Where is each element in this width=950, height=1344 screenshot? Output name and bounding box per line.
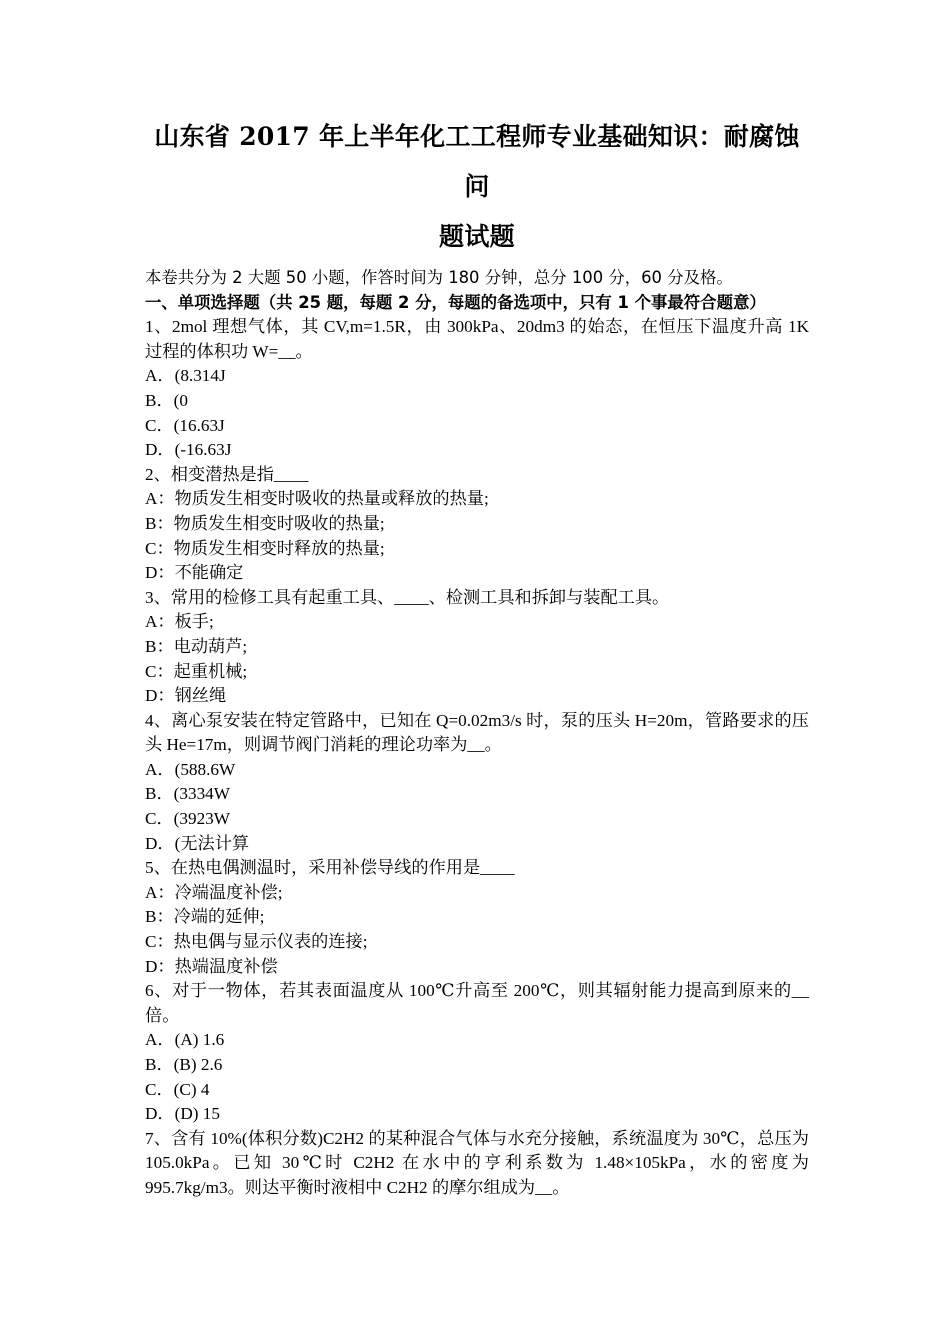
option-a: A．(588.6W	[145, 759, 236, 779]
option-d: D：不能确定	[145, 563, 244, 583]
option-c: C：热电偶与显示仪表的连接;	[145, 932, 368, 952]
document-page	[145, 112, 809, 1201]
question-7	[145, 1127, 809, 1201]
option-b: B．(3334W	[145, 784, 230, 804]
option-d: D：热端温度补偿	[145, 956, 278, 976]
question-text: 2、相变潜热是指____	[145, 464, 309, 484]
option-b: B．(B) 2.6	[145, 1055, 223, 1074]
question-4	[145, 709, 809, 857]
title-line-2: 题试题	[439, 222, 515, 251]
section-heading: 一、单项选择题（共 25 题，每题 2 分，每题的备选项中，只有 1 个事最符合题意）	[145, 292, 766, 312]
option-d: D．(-16.63J	[145, 440, 232, 460]
question-3	[145, 586, 809, 709]
option-c: C．(3923W	[145, 809, 230, 829]
question-text: 3、常用的检修工具有起重工具、____、检测工具和拆卸与装配工具。	[145, 587, 670, 607]
option-d: D．(D) 15	[145, 1104, 220, 1124]
question-text: 1、2mol 理想气体，其 CV,m=1.5R，由 300kPa、20dm3 的始态，在恒压下温度升高 1K 过程的体积功 W=__。	[145, 317, 809, 361]
question-text: 6、对于一物体，若其表面温度从 100℃升高至 200℃，则其辐射能力提高到原来的__倍。	[145, 981, 809, 1025]
question-5	[145, 856, 809, 979]
title-line-1: 山东省 2017 年上半年化工工程师专业基础知识：耐腐蚀问	[154, 122, 800, 201]
option-d: D：钢丝绳	[145, 686, 227, 706]
question-1	[145, 315, 809, 463]
option-b: B：物质发生相变时吸收的热量;	[145, 513, 385, 533]
document-title	[145, 112, 809, 262]
option-c: C：起重机械;	[145, 661, 248, 681]
option-a: A．(A) 1.6	[145, 1030, 225, 1050]
question-text: 4、离心泵安装在特定管路中，已知在 Q=0.02m3/s 时，泵的压头 H=20m，管路要求的压头 He=17m，则调节阀门消耗的理论功率为__。	[145, 710, 809, 755]
option-a: A．(8.314J	[145, 366, 226, 386]
option-c: C．(16.63J	[145, 415, 225, 435]
question-text: 7、含有 10%(体积分数)C2H2 的某种混合气体与水充分接触，系统温度为 30℃，总压为 105.0kPa。已知 30℃时 C2H2 在水中的亨利系数为 1.48×105kPa，水的密度为 995.7kg/m3。则达平衡时液相中 C2H2 的摩尔组成为__。	[145, 1128, 809, 1197]
option-b: B．(0	[145, 390, 188, 410]
option-d: D．(无法计算	[145, 833, 250, 853]
option-a: A：物质发生相变时吸收的热量或释放的热量;	[145, 489, 489, 509]
question-text: 5、在热电偶测温时，采用补偿导线的作用是____	[145, 858, 515, 878]
option-a: A：冷端温度补偿;	[145, 882, 283, 902]
exam-intro: 本卷共分为 2 大题 50 小题，作答时间为 180 分钟，总分 100 分，60 分及格。	[145, 268, 733, 287]
option-b: B：冷端的延伸;	[145, 907, 265, 927]
option-c: C．(C) 4	[145, 1079, 210, 1099]
option-a: A：板手;	[145, 612, 214, 632]
option-c: C：物质发生相变时释放的热量;	[145, 538, 385, 558]
question-2	[145, 463, 809, 586]
question-6	[145, 979, 809, 1127]
option-b: B：电动葫芦;	[145, 636, 248, 656]
